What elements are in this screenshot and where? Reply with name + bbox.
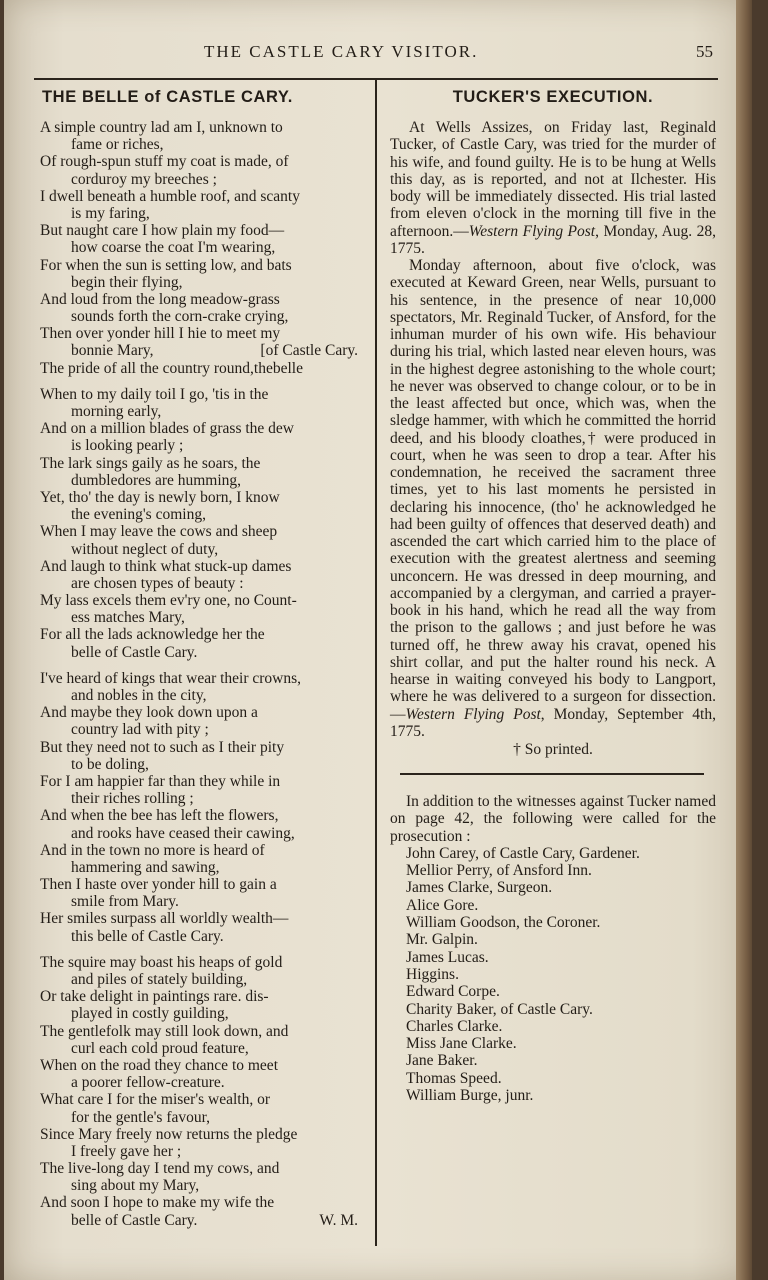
verse-fragment: belle of Castle Cary. xyxy=(71,1211,198,1229)
verse-line-indent: dumbledores are humming, xyxy=(71,471,242,489)
verse-line-indent: how coarse the coat I'm wearing, xyxy=(71,239,276,257)
verse-line: Her smiles surpass all worldly wealth— xyxy=(40,910,289,928)
source-citation: Western Flying Post xyxy=(468,222,596,240)
verse-line: Then I haste over yonder hill to gain a xyxy=(40,876,277,894)
verse-line: For all the lads acknowledge her the xyxy=(40,626,265,644)
poem-stanza xyxy=(40,954,362,1229)
verse-line-indent: smile from Mary. xyxy=(71,893,179,911)
verse-line: My lass excels them ev'ry one, no Count- xyxy=(40,592,297,610)
verse-line-indent: and piles of stately building, xyxy=(71,971,248,988)
verse-line: But naught care I how plain my food— xyxy=(40,222,285,240)
verse-line-indent: belle of Castle Cary. xyxy=(71,643,198,661)
verse-line: I dwell beneath a humble roof, and scanty xyxy=(40,187,300,205)
verse-line: Yet, tho' the day is newly born, I know xyxy=(40,488,280,506)
verse-line-indent: the evening's coming, xyxy=(71,506,206,524)
verse-line: And soon I hope to make my wife the xyxy=(40,1194,275,1212)
witness-item: Higgins. xyxy=(406,965,459,983)
verse-line-indent: are chosen types of beauty : xyxy=(71,574,244,592)
verse-line: And laugh to think what stuck-up dames xyxy=(40,557,292,575)
verse-line-indent: begin their flying, xyxy=(71,273,183,291)
paragraph-2: Monday afternoon, about five o'clock, was executed at Keward Green, near Wells, pursuant to his sentence, in the presence of near 10,000 spectators, Mr. Reginald Tucker, of Ansford, for the inhuman murder of his own wife. His behaviour during his trial, which lasted near eleven hours, was in the highest degree astonishing to the whole court; he never was observed to change colour, or to be in the least affected but once, which was, when the sledge hammer, with which he committed the horrid deed, and his bloody cloathes,† were produced in court, when he was seen to drop a tear. After his condemnation, he received the sacrament three times, yet to his last moments he persisted in declaring his innocence, (tho' he acknowledged he had been guilty of offences that deserved death) and ascended the cart which carried him to the place of execution with the greatest alertness and seeming unconcern. He was dressed in deep mourning, and accompanied by a clergyman, and carried a prayer-book in his hand, which he read all the way from the prison to the gallows ; and just before he was turned off, he threw away his cravat, opened his shirt collar, and put the halter round his neck. A hearse in waiting conveyed his body to Langport, where he was delivered to a surgeon for dissection.—Western Flying Post, Monday, September 4th, 1775. xyxy=(390,257,716,740)
page-number: 55 xyxy=(696,42,713,61)
witness-item: Thomas Speed. xyxy=(406,1069,502,1087)
verse-line-indent xyxy=(40,1212,362,1229)
witness-item: James Lucas. xyxy=(406,948,489,966)
verse-line: I've heard of kings that wear their crowns, xyxy=(40,669,302,687)
source-citation: Western Flying Post xyxy=(405,705,541,723)
witness-item: John Carey, of Castle Cary, Gardener. xyxy=(406,844,640,862)
verse-line: A simple country lad am I, unknown to xyxy=(40,119,283,136)
verse-line: And on a million blades of grass the dew xyxy=(40,420,294,438)
verse-fragment-right: [of Castle Cary. xyxy=(260,342,358,360)
footnote: † So printed. xyxy=(513,741,593,758)
verse-line: Of rough-spun stuff my coat is made, of xyxy=(40,153,289,171)
verse-line-indent: sounds forth the corn-crake crying, xyxy=(71,308,289,326)
verse-line: But they need not to such as I their pity xyxy=(40,738,285,756)
witness-item: Mellior Perry, of Ansford Inn. xyxy=(406,862,592,880)
witness-item: William Goodson, the Coroner. xyxy=(406,914,601,932)
witness-intro: In addition to the witnesses against Tucker named on page 42, the following were called for the prosecution : xyxy=(390,793,716,845)
verse-line: For when the sun is setting low, and bats xyxy=(40,256,292,274)
verse-line-indent: without neglect of duty, xyxy=(71,540,219,558)
witness-item: James Clarke, Surgeon. xyxy=(406,879,553,897)
poem-stanza xyxy=(40,119,362,377)
poem-title: THE BELLE of CASTLE CARY. xyxy=(42,88,293,106)
witness-item: Miss Jane Clarke. xyxy=(406,1035,517,1053)
verse-line: When I may leave the cows and sheep xyxy=(40,523,278,541)
verse-line-indent: and nobles in the city, xyxy=(71,687,207,704)
verse-line: The squire may boast his heaps of gold xyxy=(40,953,283,971)
verse-line-indent: I freely gave her ; xyxy=(71,1142,182,1160)
witness-item: Mr. Galpin. xyxy=(406,931,478,949)
verse-line: When to my daily toil I go, 'tis in the xyxy=(40,385,269,403)
witness-item: William Burge, junr. xyxy=(406,1087,534,1105)
verse-line-indent: this belle of Castle Cary. xyxy=(71,927,224,945)
verse-line: What care I for the miser's wealth, or xyxy=(40,1091,271,1109)
verse-line: The gentlefolk may still look down, and xyxy=(40,1022,289,1040)
section-rule xyxy=(400,773,704,775)
page-edge xyxy=(736,0,752,1280)
verse-line: And when the bee has left the flowers, xyxy=(40,807,279,825)
verse-line-indent: a poorer fellow-creature. xyxy=(71,1074,225,1092)
witness-item: Charles Clarke. xyxy=(406,1017,503,1035)
page xyxy=(4,0,752,1280)
running-title: THE CASTLE CARY VISITOR. xyxy=(204,42,479,61)
verse-line-indent: is looking pearly ; xyxy=(71,437,184,455)
verse-line: Or take delight in paintings rare. dis- xyxy=(40,988,269,1006)
verse-line-indent: ess matches Mary, xyxy=(71,609,185,627)
poem-column xyxy=(40,88,362,1238)
verse-line-indent: corduroy my breeches ; xyxy=(71,170,217,188)
witness-list xyxy=(390,845,716,1104)
verse-line: For I am happier far than they while in xyxy=(40,772,281,790)
paragraph-1: At Wells Assizes, on Friday last, Reginald Tucker, of Castle Cary, was tried for the murder of his wife, and found guilty. He is to be hung at Wells this day, as is reported, and not at Ilchester. His body will be immediately dissected. His trial lasted from eleven o'clock in the morning till five in the afternoon.—Western Flying Post, Monday, Aug. 28, 1775. xyxy=(390,119,716,257)
page-header xyxy=(4,42,752,68)
verse-fragment-right: W. M. xyxy=(319,1211,358,1229)
verse-line: And in the town no more is heard of xyxy=(40,841,265,859)
article-title: TUCKER'S EXECUTION. xyxy=(452,88,654,106)
verse-line: The lark sings gaily as he soars, the xyxy=(40,454,261,472)
verse-line-indent: sing about my Mary, xyxy=(71,1177,200,1195)
verse-fragment: bonnie Mary, xyxy=(71,342,154,360)
poem-body xyxy=(40,119,362,1229)
verse-line-indent: their riches rolling ; xyxy=(71,790,194,808)
verse-line-indent: fame or riches, xyxy=(71,136,164,154)
verse-line-indent: to be doling, xyxy=(71,755,149,773)
witness-item: Alice Gore. xyxy=(406,896,479,914)
verse-line-indent: played in costly guilding, xyxy=(71,1005,229,1023)
poem-stanza xyxy=(40,670,362,945)
verse-line: When on the road they chance to meet xyxy=(40,1056,278,1074)
verse-line-indent: hammering and sawing, xyxy=(71,858,220,876)
verse-line-indent: is my faring, xyxy=(71,204,150,222)
verse-line: And loud from the long meadow-grass xyxy=(40,290,280,308)
verse-line-indent: country lad with pity ; xyxy=(71,721,209,739)
verse-line-indent: morning early, xyxy=(71,403,162,420)
verse-line: Since Mary freely now returns the pledge xyxy=(40,1125,298,1143)
verse-line: The live-long day I tend my cows, and xyxy=(40,1160,280,1178)
article-column xyxy=(390,88,716,1104)
verse-line-indent: and rooks have ceased their cawing, xyxy=(71,824,295,842)
column-divider xyxy=(375,78,377,1246)
witness-item: Charity Baker, of Castle Cary. xyxy=(406,1000,593,1018)
poem-stanza xyxy=(40,386,362,661)
article-body xyxy=(390,119,716,740)
verse-line: And maybe they look down upon a xyxy=(40,704,258,722)
verse-line-indent xyxy=(40,342,362,359)
witness-item: Jane Baker. xyxy=(406,1052,478,1070)
verse-line-indent: curl each cold proud feature, xyxy=(71,1039,249,1057)
verse-line: Then over yonder hill I hie to meet my xyxy=(40,325,281,343)
verse-line: The pride of all the country round,thebelle xyxy=(40,359,303,377)
witness-item: Edward Corpe. xyxy=(406,983,500,1001)
verse-line-indent: for the gentle's favour, xyxy=(71,1108,211,1126)
